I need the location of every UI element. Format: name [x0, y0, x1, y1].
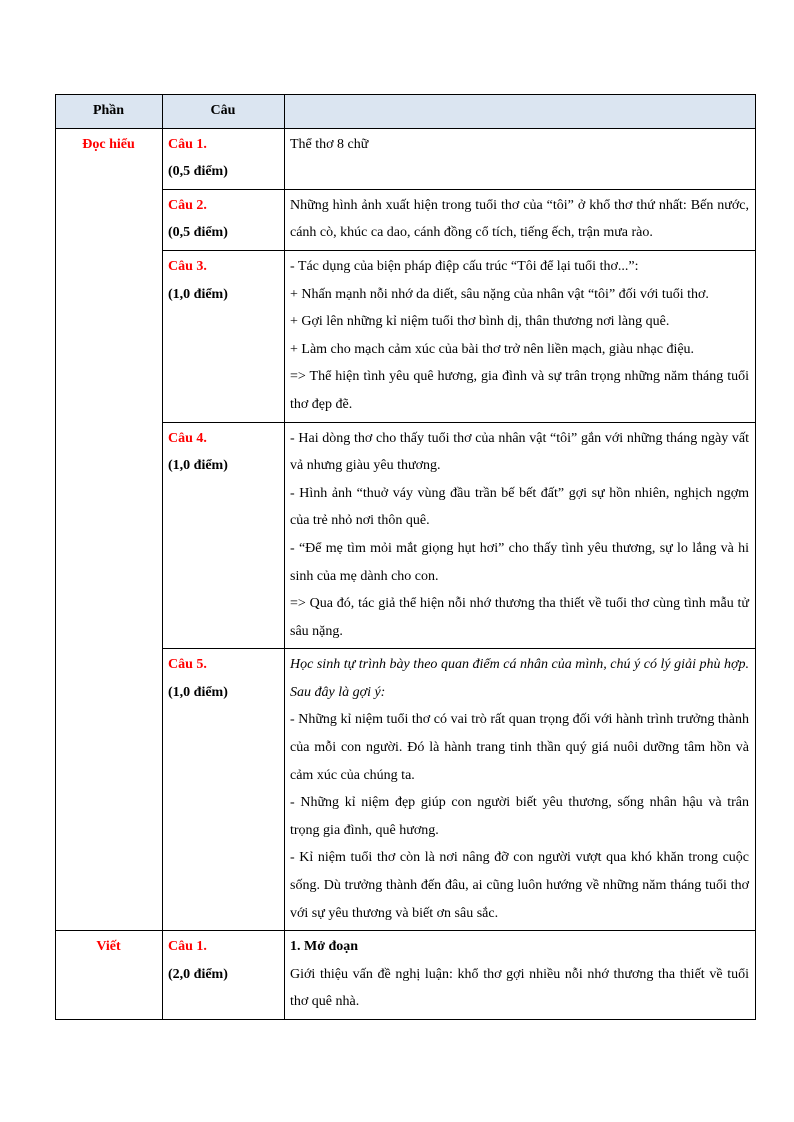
table-row [56, 128, 756, 189]
part-writing: Viết [56, 931, 163, 1020]
answer-line: - Những kỉ niệm tuổi thơ có vai trò rất quan trọng đối với hành trình trưởng thành của mỗi con người. Đó là hành trang tinh thần quý giá nuôi dưỡng tâm hồn và cảm xúc của chúng ta. [290, 712, 749, 783]
part-reading: Đọc hiểu [56, 128, 163, 931]
question-label: Câu 3. [168, 258, 207, 274]
question-points: (0,5 điểm) [168, 164, 228, 180]
answer-cell [285, 189, 756, 250]
answer-line: => Qua đó, tác giả thể hiện nỗi nhớ thương tha thiết về tuổi thơ cùng tình mẫu tử sâu nặng. [290, 596, 749, 639]
answer-cell [285, 931, 756, 1020]
header-part: Phần [56, 95, 163, 129]
question-label: Câu 4. [168, 430, 207, 446]
answer-cell [285, 649, 756, 931]
answer-line: + Làm cho mạch cảm xúc của bài thơ trở nên liền mạch, giàu nhạc điệu. [290, 341, 695, 357]
answer-heading: 1. Mở đoạn [290, 939, 359, 955]
answer-intro: Học sinh tự trình bày theo quan điểm cá nhân của mình, chú ý có lý giải phù hợp. Sau đây là gợi ý: [290, 657, 749, 700]
question-points: (2,0 điểm) [168, 966, 228, 982]
question-points: (1,0 điểm) [168, 684, 228, 700]
question-points: (1,0 điểm) [168, 458, 228, 474]
header-answer [285, 95, 756, 129]
answer-line: Giới thiệu vấn đề nghị luận: khổ thơ gợi nhiều nỗi nhớ thương tha thiết về tuổi thơ quê nhà. [290, 966, 749, 1010]
answer-line: - Hình ảnh “thuở váy vùng đầu trần bế bết đất” gợi sự hồn nhiên, nghịch ngợm của trẻ nhỏ nơi thôn quê. [290, 485, 749, 529]
answer-line: - Những kỉ niệm đẹp giúp con người biết yêu thương, sống nhân hậu và trân trọng gia đình, quê hương. [290, 795, 749, 838]
question-cell [163, 422, 285, 649]
answer-line: - Kỉ niệm tuổi thơ còn là nơi nâng đỡ con người vượt qua khó khăn trong cuộc sống. Dù trưởng thành đến đâu, ai cũng luôn hướng về những năm tháng tuổi thơ với sự yêu thương và biết ơn sâu sắc. [290, 850, 749, 921]
question-label: Câu 1. [168, 939, 207, 955]
question-cell [163, 189, 285, 250]
answer-cell [285, 422, 756, 649]
question-points: (0,5 điểm) [168, 225, 228, 241]
header-question: Câu [163, 95, 285, 129]
question-cell [163, 649, 285, 931]
question-label: Câu 1. [168, 136, 207, 152]
answer-cell [285, 128, 756, 189]
answer-key-table [55, 94, 756, 1020]
question-label: Câu 2. [168, 197, 207, 213]
answer-line: => Thể hiện tình yêu quê hương, gia đình và sự trân trọng những năm tháng tuổi thơ đẹp đẽ. [290, 369, 749, 412]
answer-line: + Gợi lên những kỉ niệm tuổi thơ bình dị, thân thương nơi làng quê. [290, 314, 670, 330]
table-row [56, 931, 756, 1020]
question-points: (1,0 điểm) [168, 286, 228, 302]
table-header-row [56, 95, 756, 129]
question-cell [163, 250, 285, 422]
question-cell [163, 931, 285, 1020]
answer-line: + Nhấn mạnh nỗi nhớ da diết, sâu nặng của nhân vật “tôi” đối với tuổi thơ. [290, 286, 709, 302]
answer-line: - Tác dụng của biện pháp điệp cấu trúc “Tôi để lại tuổi thơ...”: [290, 258, 639, 274]
answer-line: - “Để mẹ tìm mỏi mắt giọng hụt hơi” cho thấy tình yêu thương, sự lo lắng và hi sinh của mẹ dành cho con. [290, 540, 749, 584]
answer-cell [285, 250, 756, 422]
answer-line: Thể thơ 8 chữ [290, 136, 369, 152]
answer-line: - Hai dòng thơ cho thấy tuổi thơ của nhân vật “tôi” gắn với những tháng ngày vất vả nhưng giàu yêu thương. [290, 430, 749, 474]
question-label: Câu 5. [168, 657, 207, 673]
question-cell [163, 128, 285, 189]
answer-line: Những hình ảnh xuất hiện trong tuổi thơ của “tôi” ở khổ thơ thứ nhất: Bến nước, cánh cò, khúc ca dao, cánh đồng cổ tích, tiếng ếch, trận mưa rào. [290, 197, 749, 241]
